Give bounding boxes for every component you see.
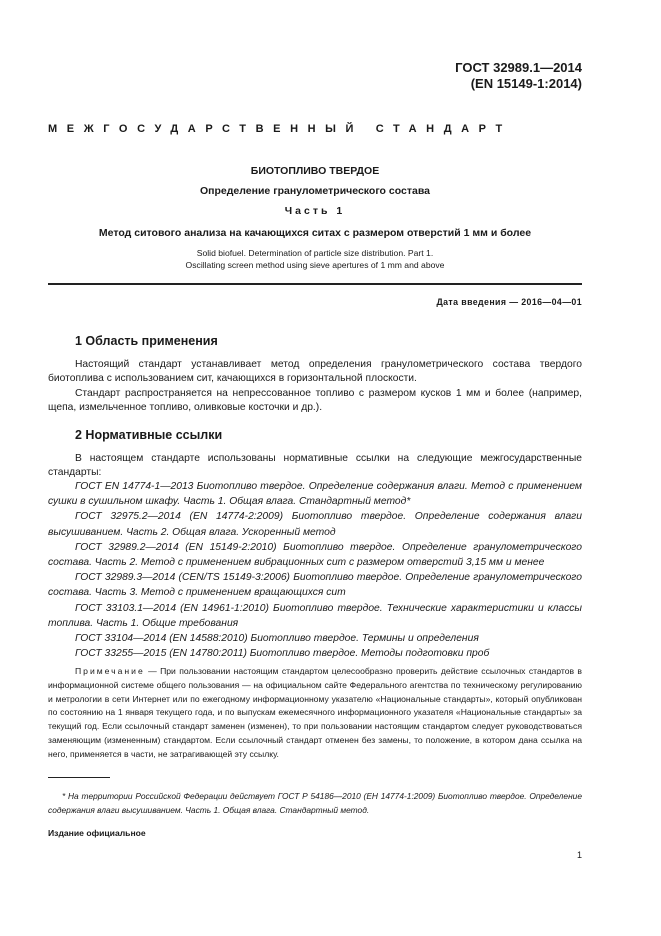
footnote bbox=[48, 789, 582, 818]
page-number: 1 bbox=[576, 850, 582, 860]
footnote-text: * На территории Российской Федерации действует ГОСТ Р 54186—2010 (ЕН 14774-1:2009) Биотопливо твердое. Определение содержания влаги высушиванием. Часть 1. Общая влага. Стандартный метод. bbox=[48, 791, 582, 816]
note-block bbox=[48, 665, 582, 762]
paragraph: Стандарт распространяется на непрессованное топливо с размером кусков 1 мм и более (например, щепа, измельченное топливо, оливковые косточки и др.). bbox=[48, 387, 582, 413]
section-1-body bbox=[48, 358, 582, 415]
note-paragraph bbox=[48, 665, 582, 762]
reference-item: ГОСТ 32989.3—2014 (CEN/TS 15149-3:2006) Биотопливо твердое. Определение гранулометрического состава. Часть 3. Метод с применением вращающихся сит bbox=[48, 572, 582, 599]
method-title: Метод ситового анализа на качающихся ситах с размером отверстий 1 мм и более bbox=[98, 227, 532, 239]
document-code-block bbox=[455, 60, 582, 92]
document-title: БИОТОПЛИВО ТВЕРДОЕ bbox=[250, 165, 380, 177]
note-label: Примечание bbox=[75, 666, 145, 676]
reference-item: ГОСТ 33104—2014 (EN 14588:2010) Биотопливо твердое. Термины и определения bbox=[75, 633, 479, 645]
reference-item: ГОСТ 32975.2—2014 (EN 14774-2:2009) Биотопливо твердое. Определение содержания влаги высушиванием. Часть 2. Общая влага. Ускоренный метод bbox=[48, 511, 582, 538]
edition-label: Издание официальное bbox=[48, 828, 146, 838]
references-list bbox=[48, 479, 582, 661]
document-subtitle: Определение гранулометрического состава bbox=[200, 185, 430, 197]
reference-item: ГОСТ EN 14774-1—2013 Биотопливо твердое. Определение содержания влаги. Метод с применением сушки в сушильном шкафу. Часть 1. Общая влага. Стандартный метод* bbox=[48, 481, 582, 508]
reference-item: ГОСТ 33103.1—2014 (EN 14961-1:2010) Биотопливо твердое. Технические характеристики и классы топлива. Часть 1. Общие требования bbox=[48, 602, 582, 629]
english-title-line: Oscillating screen method using sieve apertures of 1 mm and above bbox=[185, 260, 445, 270]
paragraph: Настоящий стандарт устанавливает метод определения гранулометрического состава твердого биотоплива с использованием сит, качающихся в горизонтальной плоскости. bbox=[48, 359, 582, 385]
english-title-line: Solid biofuel. Determination of particle size distribution. Part 1. bbox=[196, 248, 434, 258]
en-code: (EN 15149-1:2014) bbox=[470, 76, 582, 91]
section-2-heading: 2 Нормативные ссылки bbox=[75, 428, 223, 442]
section-1-heading: 1 Область применения bbox=[75, 334, 218, 348]
reference-item: ГОСТ 32989.2—2014 (EN 15149-2:2010) Биотопливо твердое. Определение гранулометрического состава. Часть 2. Метод с применением вибрационных сит с размером отверстий 3,15 мм и менее bbox=[48, 541, 582, 569]
title-divider bbox=[48, 283, 582, 285]
note-text: — При пользовании настоящим стандартом целесообразно проверить действие ссылочных стандартов в информационной системе общего пользования — на официальном сайте Федерального агентства по техническому регулированию и метрологии в сети Интернет или по ежегодному информационному указателю «Национальные стандарты», который опубликован по состоянию на 1 января текущего года, и по выпускам ежемесячного информационного указателя «Национальные стандарты» за текущий год. Если ссылочный стандарт заменен (изменен), то при пользовании настоящим стандартом следует руководствоваться заменяющим (измененным) стандартом. Если ссылочный стандарт отменен без замены, то положение, в котором дана ссылка на него, применяется в части, не затрагивающей эту ссылку. bbox=[48, 666, 582, 759]
paragraph: В настоящем стандарте использованы нормативные ссылки на следующие межгосударственные стандарты: bbox=[48, 453, 582, 479]
footnote-divider bbox=[48, 777, 110, 778]
gost-code: ГОСТ 32989.1—2014 bbox=[455, 60, 582, 75]
english-title bbox=[48, 247, 582, 271]
reference-item: ГОСТ 33255—2015 (EN 14780:2011) Биотопливо твердое. Методы подготовки проб bbox=[75, 648, 490, 660]
section-2-intro bbox=[48, 452, 582, 481]
introduction-date: Дата введения — 2016—04—01 bbox=[436, 297, 582, 307]
part-label: Часть 1 bbox=[284, 205, 346, 217]
standard-type: МЕЖГОСУДАРСТВЕННЫЙ СТАНДАРТ bbox=[48, 123, 512, 135]
